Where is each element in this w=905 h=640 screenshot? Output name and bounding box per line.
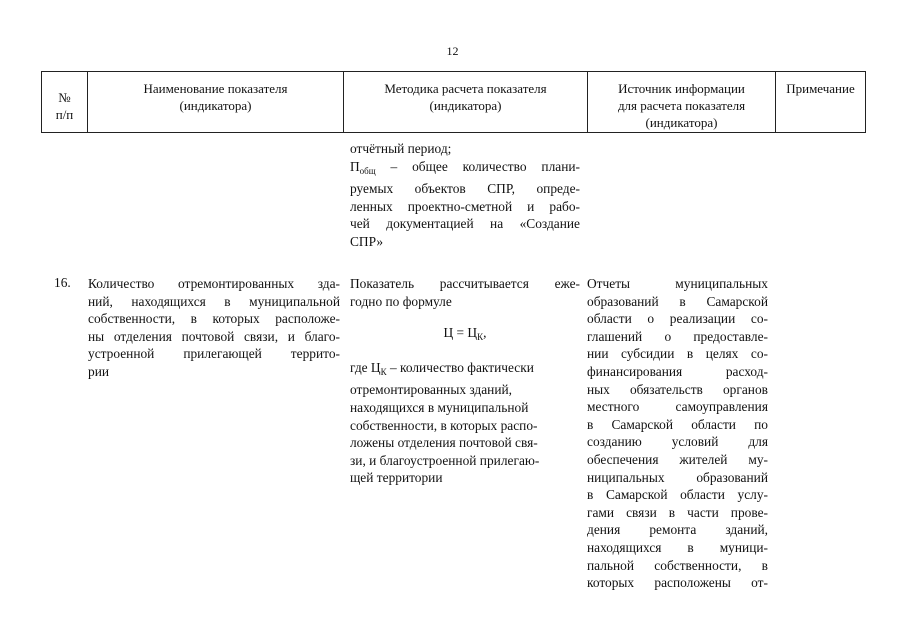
source-line: глашений о предоставле- xyxy=(587,328,768,344)
header-number-label: п/п xyxy=(55,107,74,122)
header-source-line1: Источник информации xyxy=(618,81,745,96)
source-line: нии субсидии в целях со- xyxy=(587,346,768,362)
header-number-symbol: № xyxy=(58,90,71,105)
source-line: находящихся в муници- xyxy=(587,539,768,555)
header-name-line1: Наименование показателя xyxy=(143,81,288,96)
source-line: Отчеты муниципальных xyxy=(587,276,768,291)
continuation-text xyxy=(350,140,580,251)
page-number: 12 xyxy=(446,44,459,58)
method-line: Показатель рассчитывается еже- xyxy=(350,276,580,291)
continuation-line xyxy=(350,158,580,181)
source-line: в Самарской области по xyxy=(587,416,768,432)
header-note-label: Примечание xyxy=(786,81,855,96)
header-source-line3: (индикатора) xyxy=(645,115,718,130)
continuation-line: чей документацией на «Создание xyxy=(350,216,580,232)
header-source xyxy=(587,72,775,132)
indicator-name-line: ний, находящихся в муниципальной xyxy=(88,293,340,309)
header-name-line2: (индикатора) xyxy=(179,98,252,113)
header-method-line2: (индикатора) xyxy=(429,98,502,113)
definition-text: – количество фактически xyxy=(386,359,534,375)
table-header xyxy=(41,71,866,133)
method-line: зи, и благоустроенной прилегаю- xyxy=(350,452,540,468)
source-line: в Самарской области услу- xyxy=(587,487,768,503)
header-method-line1: Методика расчета показателя xyxy=(384,81,547,96)
method-definition-line xyxy=(350,359,580,382)
symbol-p-definition: – общее количество плани- xyxy=(375,158,580,174)
method-line: находящихся в муниципальной xyxy=(350,399,529,415)
source-line: области о реализации со- xyxy=(587,311,768,327)
source-line: финансирования расход- xyxy=(587,363,768,379)
formula-left: Ц = Ц xyxy=(443,325,478,341)
header-note xyxy=(775,72,866,132)
source-line: созданию условий для xyxy=(587,434,768,450)
continuation-line: руемых объектов СПР, опреде- xyxy=(350,181,580,197)
indicator-name xyxy=(88,275,340,381)
indicator-name-line: ны отделения почтовой связи, и благо- xyxy=(88,328,340,344)
source-line: обеспечения жителей му- xyxy=(587,451,768,467)
header-method xyxy=(343,72,587,132)
information-source xyxy=(587,275,768,592)
formula xyxy=(350,324,580,347)
continuation-line: отчётный период; xyxy=(350,141,452,156)
source-line: гами связи в части прове- xyxy=(587,504,768,520)
symbol-p-subscript: общ xyxy=(359,165,376,176)
source-line: образований в Самарской xyxy=(587,293,768,309)
calculation-method xyxy=(350,275,580,487)
continuation-line: ленных проектно-сметной и рабо- xyxy=(350,198,580,214)
source-line: дения ремонта зданий, xyxy=(587,522,768,538)
source-line: которых расположены от- xyxy=(587,575,768,591)
indicator-name-line: Количество отремонтированных зда- xyxy=(88,276,340,291)
source-line: пальной собственности, в xyxy=(587,557,768,573)
method-line: годно по формуле xyxy=(350,293,452,309)
row-number: 16. xyxy=(54,275,71,290)
continuation-line: СПР» xyxy=(350,233,384,249)
indicator-name-line: собственности, в которых расположе- xyxy=(88,311,340,327)
source-line: ниципальных образований xyxy=(587,469,768,485)
source-line: ных обязательств органов xyxy=(587,381,768,397)
method-line: собственности, в которых распо- xyxy=(350,417,538,433)
source-line: местного самоуправления xyxy=(587,399,768,415)
indicator-name-line: устроенной прилегающей террито- xyxy=(88,346,340,362)
header-source-line2: для расчета показателя xyxy=(617,98,746,113)
definition-subscript: К xyxy=(380,366,387,377)
header-number xyxy=(41,72,87,132)
method-line: щей территории xyxy=(350,470,443,486)
indicator-name-line: рии xyxy=(88,363,110,379)
definition-symbol: где Ц xyxy=(350,359,381,375)
header-name xyxy=(87,72,343,132)
method-line: отремонтированных зданий, xyxy=(350,382,513,398)
formula-subscript: К xyxy=(477,332,484,343)
formula-end: , xyxy=(483,325,487,341)
method-line: ложены отделения почтовой свя- xyxy=(350,435,538,451)
symbol-p: П xyxy=(350,158,360,174)
